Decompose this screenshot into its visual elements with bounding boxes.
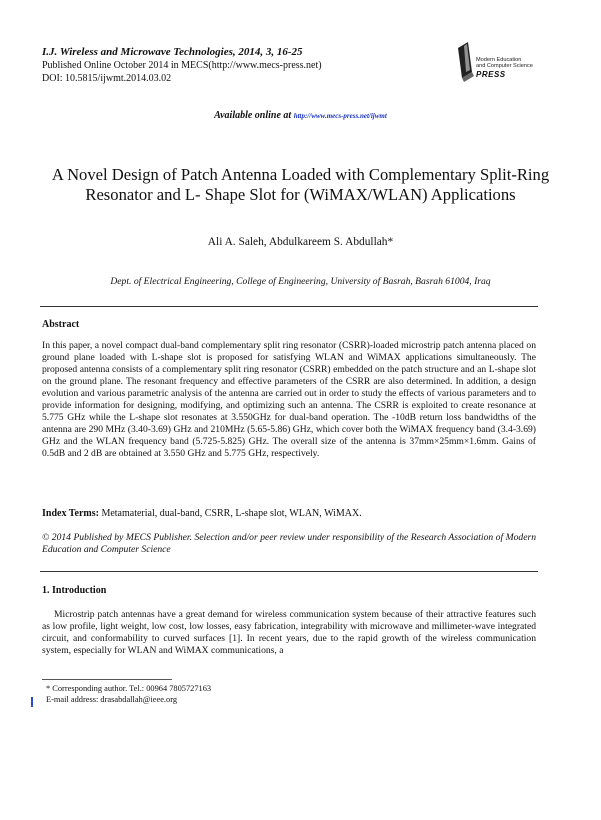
journal-citation: I.J. Wireless and Microwave Technologies, 2014, 3, 16-25 [42, 46, 303, 58]
logo-name [476, 57, 533, 69]
logo-press: PRESS [476, 70, 506, 79]
bottom-divider [40, 571, 538, 572]
margin-marker [31, 697, 33, 707]
available-online [0, 110, 601, 121]
logo-line-1: Modern Education [476, 57, 522, 63]
available-label: Available online at [214, 110, 294, 121]
footnote-corresponding: * Corresponding author. Tel.: 00964 7805727163 [46, 684, 212, 693]
paper-title: A Novel Design of Patch Antenna Loaded with Complementary Split-Ring Resonator and L- Shape Slot for (WiMAX/WLAN) Applications [51, 165, 550, 204]
introduction-text: Microstrip patch antennas have a great demand for wireless communication system because of their attractive features such as low profile, light weight, low cost, low losses, easy fabrication, integrability with microwave and millimeter-wave integrated circuit, and conformability to curved surfaces [1]. In recent years, due to the rapid growth of the wireless communication system, especially for WLAN and WiMAX communications, a [42, 609, 536, 656]
authors: Ali A. Saleh, Abdulkareem S. Abdullah* [207, 236, 394, 248]
abstract-heading: Abstract [42, 319, 80, 330]
index-terms [42, 508, 362, 519]
logo-line-2: and Computer Science [476, 63, 533, 69]
top-divider [40, 306, 538, 307]
doi-line: DOI: 10.5815/ijwmt.2014.03.02 [42, 73, 172, 84]
abstract-text: In this paper, a novel compact dual-band complementary split ring resonator (CSRR)-loaded microstrip patch antenna placed on ground plane loaded with L-shape slot is proposed for satisfying WLAN and WiMAX applications simultaneously. The proposed antenna consists of a complementary split ring resonator (CSRR) embedded on the patch structure and an L-shape slot on the ground plane. The resonant frequency and effective parameters of the CSRR are also determined. In addition, a design evolution and various parametric analysis of the antenna are carried out in order to study the effects of various parameters and to provide information for designing, modifying, and optimizing such an antenna. The CSRR is exploited to create resonance at 5.775 GHz while the L-shape slot resonates at 3.550GHz for dual-band operation. The -10dB return loss bandwidths of the antenna are 290 MHz (3.40-3.69) GHz and 210MHz (5.65-5.86) GHz, which cover both the WiMAX frequency band (3.4-3.69) GHz and the WLAN frequency band (5.725-5.825) GHz. The overall size of the antenna is 37mm×25mm×1.6mm. Gains of 0.5dB and 2 dB are obtained at 3.550 GHz and 5.775 GHz, respectively. [42, 340, 536, 459]
footnote-divider [42, 679, 172, 680]
section-heading-introduction: 1. Introduction [42, 585, 107, 596]
published-online-line: Published Online October 2014 in MECS(http://www.mecs-press.net) [42, 60, 322, 71]
journal-url-link[interactable]: http://www.mecs-press.net/ijwmt [293, 112, 387, 120]
index-terms-label: Index Terms: [42, 508, 99, 519]
footnote-email: E-mail address: drasabdallah@ieee.org [46, 695, 178, 704]
copyright-notice: © 2014 Published by MECS Publisher. Selection and/or peer review under responsibility of the Research Association of Modern Education and Computer Science [42, 532, 536, 555]
index-terms-text: Metamaterial, dual-band, CSRR, L-shape slot, WLAN, WiMAX. [98, 508, 362, 519]
affiliation: Dept. of Electrical Engineering, College of Engineering, University of Basrah, Basrah 61004, Iraq [110, 276, 491, 287]
